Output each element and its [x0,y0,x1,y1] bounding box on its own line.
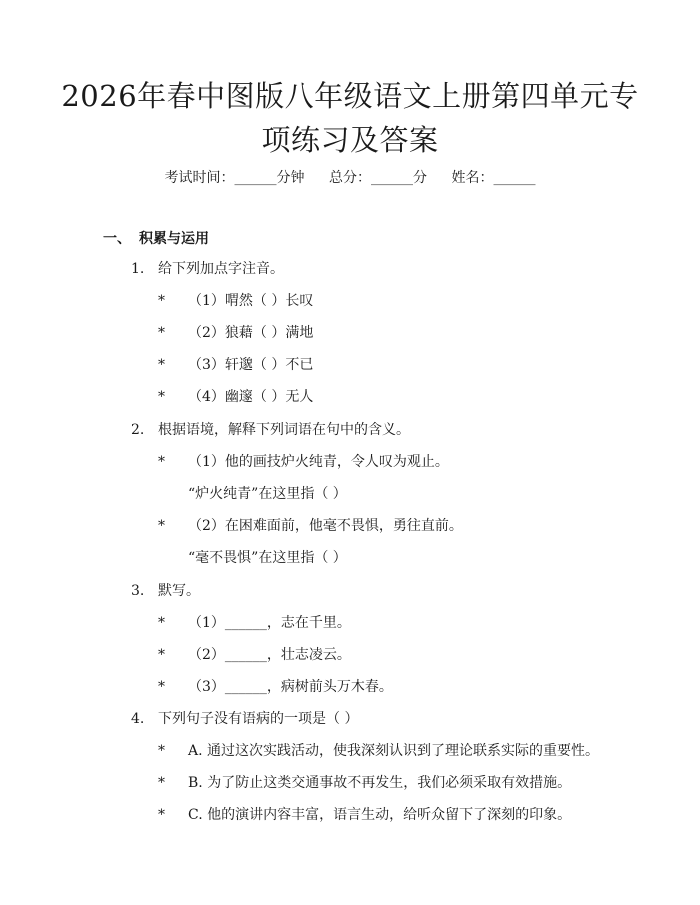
item-text: （3）轩邈（ ）不已 [188,357,314,373]
list-item [158,613,351,633]
bullet-icon: * [158,357,165,373]
list-item [158,355,313,375]
option-text: C. 他的演讲内容丰富，语言生动，给听众留下了深刻的印象。 [188,807,572,823]
bullet-icon: * [158,325,165,341]
question-4 [131,709,358,729]
document-title: 2026年春中图版八年级语文上册第四单元专项练习及答案 [61,79,639,157]
answer-prompt: “炉火纯青”在这里指（ ） [188,486,347,502]
section-number: 一、 [103,231,131,247]
option-text: B. 为了防止这类交通事故不再发生，我们必须采取有效措施。 [188,775,572,791]
question-2 [131,420,410,440]
question-number: 1. [131,261,145,277]
item-text: （1）喟然（ ）长叹 [188,293,314,309]
option-a [158,741,599,761]
item-text: （4）幽邃（ ）无人 [188,389,314,405]
option-b [158,773,571,793]
list-item [158,677,393,697]
total-score-field: 总分：______分 [329,170,427,186]
question-text: 根据语境，解释下列词语在句中的含义。 [158,422,410,438]
option-text: A. 通过这次实践活动，使我深刻认识到了理论联系实际的重要性。 [188,743,600,759]
bullet-icon: * [158,615,165,631]
exam-time-field: 考试时间：______分钟 [164,170,305,186]
exam-meta [0,168,700,188]
option-c [158,805,571,825]
list-item [158,323,313,343]
item-text: （1）他的画技炉火纯青，令人叹为观止。 [188,454,449,470]
list-item [158,291,313,311]
answer-prompt: “毫不畏惧”在这里指（ ） [188,550,347,566]
bullet-icon: * [158,389,165,405]
section-heading [103,229,209,249]
question-number: 3. [131,583,145,599]
bullet-icon: * [158,775,165,791]
bullet-icon: * [158,454,165,470]
bullet-icon: * [158,518,165,534]
question-1 [131,259,284,279]
item-text: （3）______，病树前头万木春。 [188,679,393,695]
list-item [158,516,463,536]
bullet-icon: * [158,647,165,663]
section-title: 积累与运用 [139,231,209,247]
bullet-icon: * [158,807,165,823]
list-item [158,645,351,665]
question-text: 给下列加点字注音。 [158,261,284,277]
name-field: 姓名：______ [451,170,536,186]
bullet-icon: * [158,679,165,695]
question-text: 默写。 [158,583,200,599]
question-3 [131,581,200,601]
item-text: （1）______，志在千里。 [188,615,351,631]
bullet-icon: * [158,293,165,309]
item-text: （2）______，壮志凌云。 [188,647,351,663]
item-text: （2）狼藉（ ）满地 [188,325,314,341]
question-number: 4. [131,711,145,727]
question-number: 2. [131,422,145,438]
list-item [158,387,313,407]
item-text: （2）在困难面前，他毫不畏惧，勇往直前。 [188,518,463,534]
list-item [158,452,449,472]
bullet-icon: * [158,743,165,759]
question-text: 下列句子没有语病的一项是（ ） [158,711,359,727]
